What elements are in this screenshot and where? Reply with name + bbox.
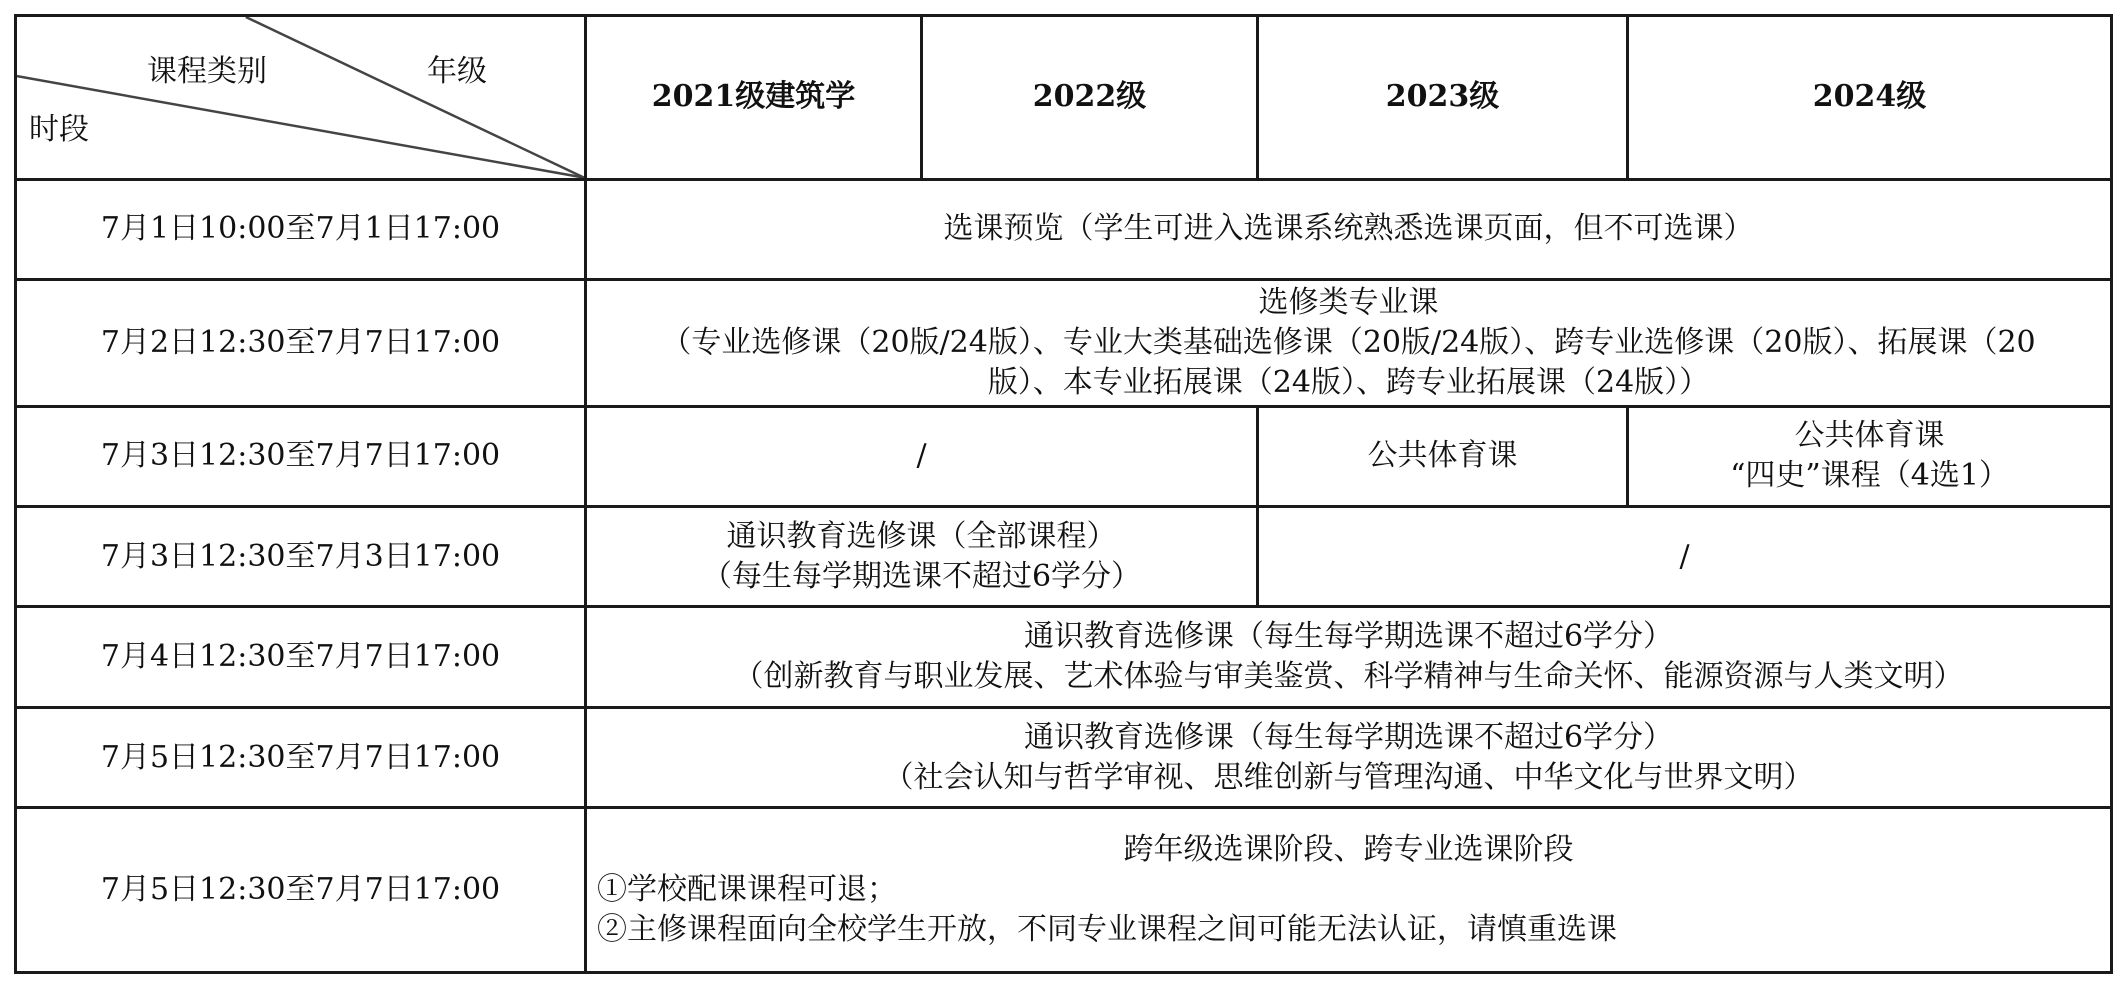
cross-selection-title: 跨年级选课阶段、跨专业选课阶段: [1123, 832, 1574, 868]
elective-major-line-1: （专业选修课（20版/24版）、专业大类基础选修课（20版/24版）、跨专业选修课（20版）、拓展课（20: [661, 324, 2036, 360]
general-ed-group-1-line-2: （创新教育与职业发展、艺术体验与审美鉴赏、科学精神与生命关怀、能源资源与人类文明）: [733, 659, 1964, 695]
preview-cell: 选课预览（学生可进入选课系统熟悉选课页面，但不可选课）: [586, 179, 2112, 279]
period-cell: 7月2日12:30至7月7日17:00: [16, 280, 586, 407]
year-header-2022: 2022级: [922, 16, 1258, 180]
header-row: [16, 16, 2112, 180]
year-header-2021: 2021级建筑学: [586, 16, 922, 180]
period-cell: 7月1日10:00至7月1日17:00: [16, 179, 586, 279]
table-row: [16, 507, 2112, 607]
table-row: [16, 707, 2112, 807]
year-header-2023: 2023级: [1258, 16, 1628, 180]
slash-cell: /: [1258, 507, 2112, 607]
table-row: [16, 406, 2112, 506]
period-cell: 7月3日12:30至7月7日17:00: [16, 406, 586, 506]
year-header-2024: 2024级: [1628, 16, 2112, 180]
corner-header-cell: [16, 16, 586, 180]
elective-major-cell: [586, 280, 2112, 407]
diagonal-lines: [17, 17, 584, 178]
table-row: [16, 808, 2112, 973]
table-row: [16, 280, 2112, 407]
period-cell: 7月4日12:30至7月7日17:00: [16, 607, 586, 707]
table-row: [16, 607, 2112, 707]
elective-major-line-2: 版）、本专业拓展课（24版）、跨专业拓展课（24版））: [987, 364, 1710, 400]
period-cell: 7月3日12:30至7月3日17:00: [16, 507, 586, 607]
grade-label: 年级: [427, 54, 487, 89]
table-row: [16, 179, 2112, 279]
period-cell: 7月5日12:30至7月7日17:00: [16, 707, 586, 807]
cross-selection-cell: [586, 808, 2112, 973]
general-ed-group-2-line-2: （社会认知与哲学审视、思维创新与管理沟通、中华文化与世界文明）: [883, 759, 1814, 795]
pe-2024-cell: [1628, 406, 2112, 506]
period-label: 时段: [29, 112, 89, 147]
general-ed-group-1-line-1: 通识教育选修课（每生每学期选课不超过6学分）: [1023, 619, 1674, 655]
pe-2023-cell: 公共体育课: [1258, 406, 1628, 506]
slash-cell: /: [586, 406, 1258, 506]
general-ed-group-2-cell: [586, 707, 2112, 807]
general-ed-all-line-1: 通识教育选修课（全部课程）: [726, 518, 1117, 554]
pe-2024-line-2: “四史”课程（4选1）: [1730, 458, 2009, 494]
elective-major-title: 选修类专业课: [1258, 284, 1439, 320]
general-ed-all-cell: [586, 507, 1258, 607]
general-ed-all-line-2: （每生每学期选课不超过6学分）: [701, 558, 1142, 594]
cross-selection-line-1: ①学校配课课程可退；: [597, 872, 897, 908]
period-cell: 7月5日12:30至7月7日17:00: [16, 808, 586, 973]
pe-2024-line-1: 公共体育课: [1794, 418, 1945, 454]
course-selection-schedule-table: [14, 14, 2113, 974]
general-ed-group-2-line-1: 通识教育选修课（每生每学期选课不超过6学分）: [1023, 719, 1674, 755]
course-category-label: 课程类别: [147, 54, 267, 89]
general-ed-group-1-cell: [586, 607, 2112, 707]
cross-selection-line-2: ②主修课程面向全校学生开放，不同专业课程之间可能无法认证，请慎重选课: [597, 912, 1617, 948]
